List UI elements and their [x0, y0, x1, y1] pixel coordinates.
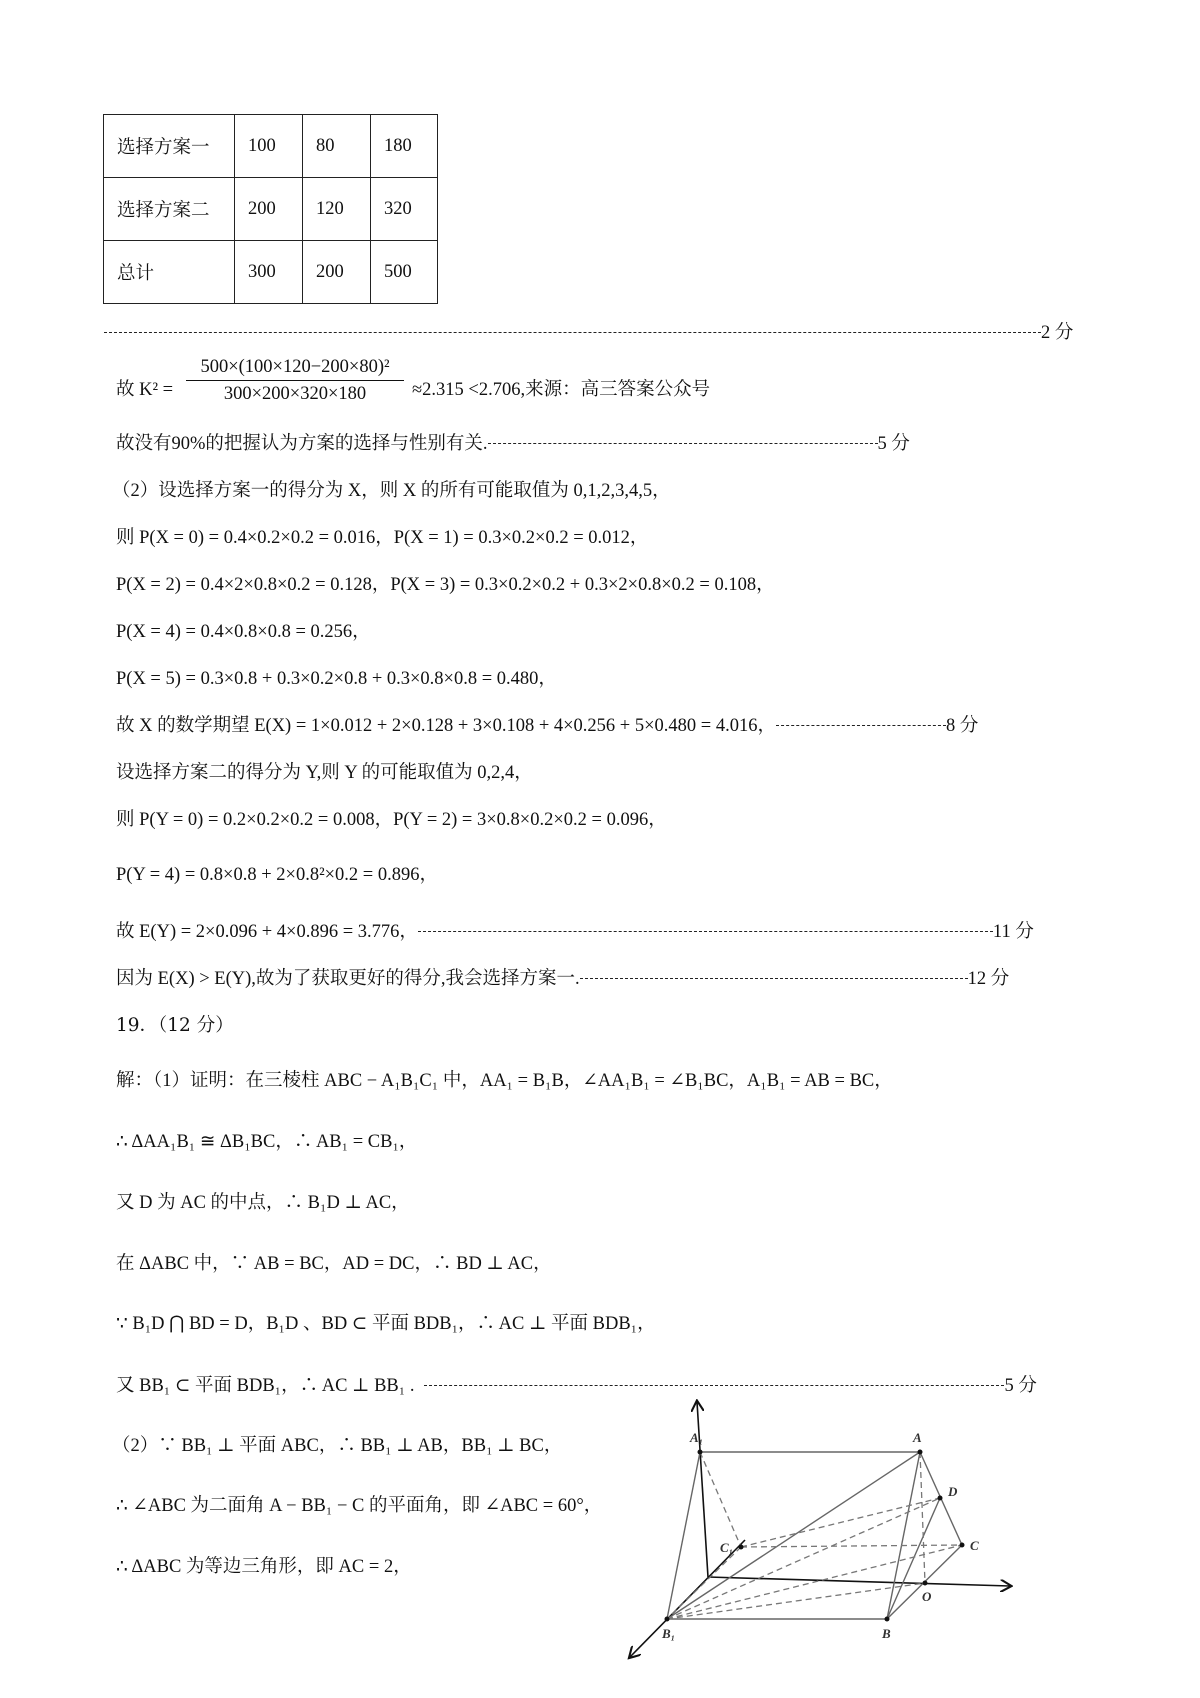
table-row: [104, 241, 438, 304]
score-mark: 12 分: [967, 969, 1010, 989]
label-c: C: [970, 1538, 979, 1553]
proof-line-2: ∴ ΔAA₁B₁ ≅ ΔB₁BC，∴ AB₁ = CB₁，: [116, 1132, 418, 1152]
part2-line-c: ∴ ΔABC 为等边三角形，即 AC = 2，: [116, 1557, 412, 1577]
row-label: 选择方案一: [104, 115, 235, 178]
dashed-leader: [776, 725, 946, 726]
label-a: A: [913, 1430, 922, 1445]
comparison-text: 因为 E(X) > E(Y),故为了获取更好的得分,我会选择方案一.: [116, 969, 580, 989]
table-row: [104, 115, 438, 178]
table-cell: 120: [303, 178, 371, 241]
score-mark: 11 分: [992, 922, 1034, 942]
label-b: B: [882, 1626, 891, 1641]
expectation-x: 故 X 的数学期望 E(X) = 1×0.012 + 2×0.128 + 3×0.108 + 4×0.256 + 5×0.480 = 4.016，: [116, 716, 776, 736]
solid-edges: [667, 1452, 962, 1619]
table-cell: 200: [303, 241, 371, 304]
py-4: P(Y = 4) = 0.8×0.8 + 2×0.8²×0.2 = 0.896，: [116, 865, 438, 885]
score-mark: 5 分: [1004, 1376, 1037, 1396]
y-intro: 设选择方案二的得分为 Y,则 Y 的可能取值为 0,2,4，: [116, 763, 533, 783]
dashed-leader: [580, 978, 968, 979]
table-row: [104, 178, 438, 241]
label-b1: B₁: [662, 1626, 676, 1641]
proof-line-6: 又 BB₁ ⊂ 平面 BDB₁，∴ AC ⊥ BB₁ .: [116, 1376, 415, 1396]
table-cell: 80: [303, 115, 371, 178]
score-mark: 8 分: [946, 716, 979, 736]
proof-line-1: 解：（1）证明：在三棱柱 ABC − A₁B₁C₁ 中，AA₁ = B₁B，∠AA₁B₁ = ∠B₁BC，A₁B₁ = AB = BC，: [116, 1071, 893, 1091]
prism-diagram: [590, 1390, 1020, 1690]
px-4: P(X = 4) = 0.4×0.8×0.8 = 0.256，: [116, 622, 371, 642]
score-line-11: [116, 920, 1034, 944]
py-0-2: 则 P(Y = 0) = 0.2×0.2×0.2 = 0.008，P(Y = 2) = 3×0.8×0.2×0.2 = 0.096，: [116, 810, 667, 830]
k2-numerator: 500×(100×120−200×80)²: [200, 357, 390, 377]
label-d: D: [948, 1484, 958, 1499]
table-cell: 320: [371, 178, 438, 241]
score-line-8: [116, 714, 978, 738]
contingency-table: [103, 114, 438, 304]
dashed-leader: [104, 332, 1041, 333]
conclusion-text: 故没有90%的把握认为方案的选择与性别有关.: [116, 434, 488, 454]
table-cell: 180: [371, 115, 438, 178]
row-label: 总计: [104, 241, 235, 304]
row-label: 选择方案二: [104, 178, 235, 241]
table-cell: 100: [235, 115, 303, 178]
dashed-leader: [424, 1385, 1004, 1386]
label-a1: A₁: [690, 1430, 704, 1445]
px-0-1: 则 P(X = 0) = 0.4×0.2×0.2 = 0.016，P(X = 1) = 0.3×0.2×0.2 = 0.012，: [116, 528, 649, 548]
dashed-edges: [667, 1452, 962, 1619]
score-line-5a: [116, 432, 910, 456]
k2-denominator: 300×200×320×180: [223, 384, 367, 404]
score-mark: 2 分: [1041, 323, 1074, 343]
question-19-heading: 19．（12 分）: [116, 1015, 234, 1036]
score-line-2: [104, 321, 1073, 345]
part2-line-a: （2）∵ BB₁ ⊥ 平面 ABC，∴ BB₁ ⊥ AB，BB₁ ⊥ BC，: [112, 1436, 563, 1456]
k2-prefix: 故 K² =: [116, 380, 174, 400]
dashed-leader: [418, 931, 993, 932]
label-o: O: [922, 1589, 932, 1604]
k2-result: ≈2.315 <2.706,来源：高三答案公众号: [412, 380, 711, 400]
proof-line-4: 在 ΔABC 中，∵ AB = BC，AD = DC，∴ BD ⊥ AC，: [116, 1254, 552, 1274]
proof-line-3: 又 D 为 AC 的中点，∴ B₁D ⊥ AC，: [116, 1193, 410, 1213]
px-2-3: P(X = 2) = 0.4×2×0.8×0.2 = 0.128，P(X = 3) = 0.3×0.2×0.2 + 0.3×2×0.8×0.2 = 0.108，: [116, 575, 775, 595]
score-mark: 5 分: [877, 434, 910, 454]
label-c1: C₁: [720, 1540, 734, 1555]
part2-intro: （2）设选择方案一的得分为 X，则 X 的所有可能取值为 0,1,2,3,4,5，: [112, 481, 671, 501]
x-axis: [708, 1577, 1010, 1586]
z-axis: [697, 1402, 708, 1577]
part2-line-b: ∴ ∠ABC 为二面角 A − BB₁ − C 的平面角，即 ∠ABC = 60°，: [116, 1496, 603, 1516]
expectation-y: 故 E(Y) = 2×0.096 + 4×0.896 = 3.776，: [116, 922, 418, 942]
table-cell: 200: [235, 178, 303, 241]
fraction-bar: [186, 380, 404, 381]
score-line-12: [116, 967, 1009, 991]
table-cell: 500: [371, 241, 438, 304]
table-cell: 300: [235, 241, 303, 304]
dashed-leader: [488, 443, 878, 444]
proof-line-5: ∵ B₁D ⋂ BD = D，B₁D 、BD ⊂ 平面 BDB₁，∴ AC ⊥ 平面 BDB₁，: [116, 1314, 656, 1334]
k2-fraction: [186, 356, 404, 405]
px-5: P(X = 5) = 0.3×0.8 + 0.3×0.2×0.8 + 0.3×0.8×0.8 = 0.480，: [116, 669, 557, 689]
